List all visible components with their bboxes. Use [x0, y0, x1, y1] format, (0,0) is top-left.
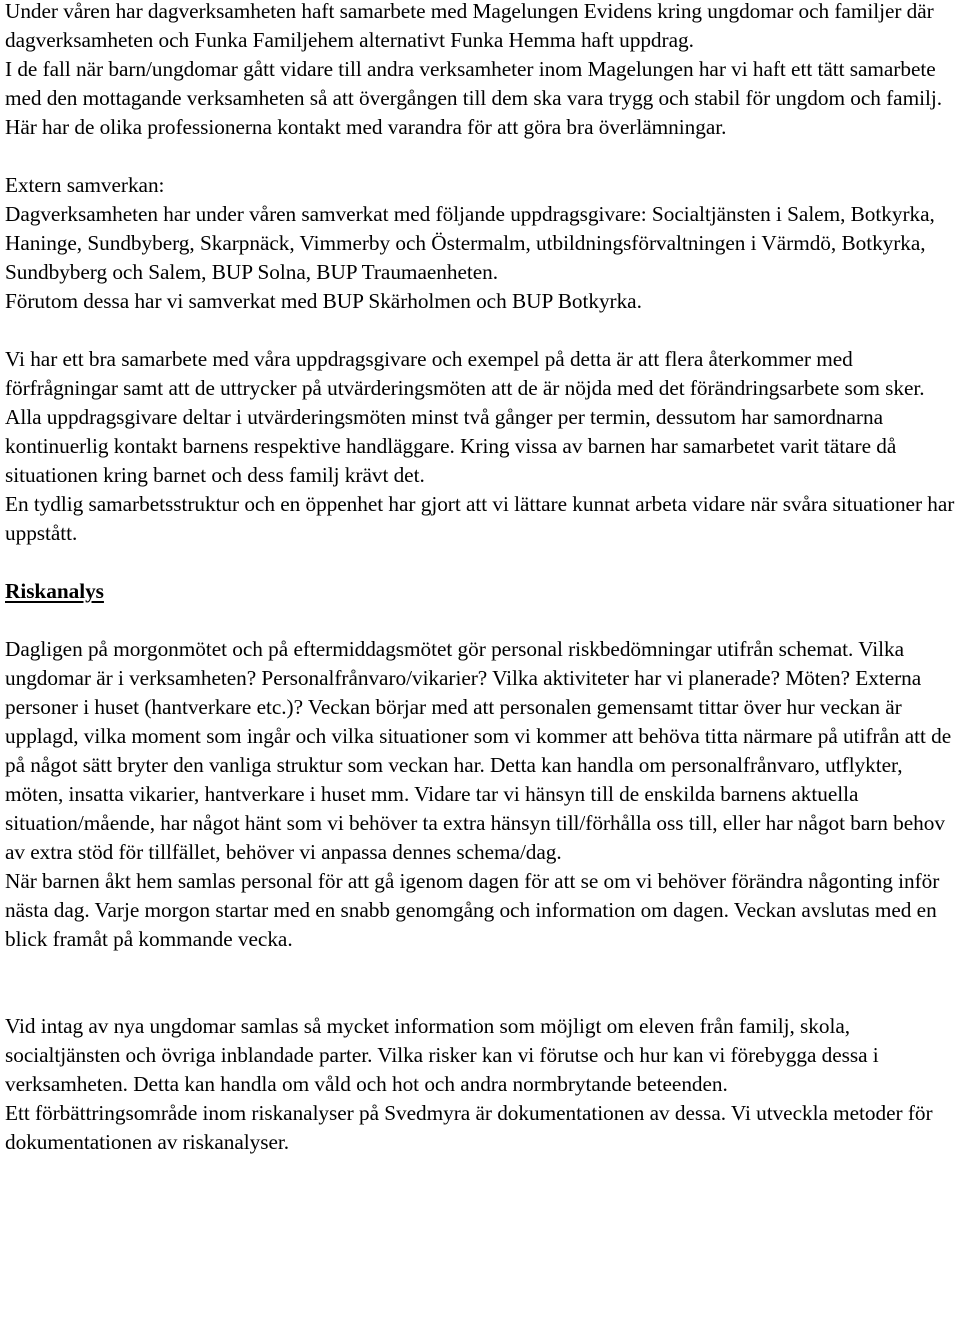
spacer — [5, 954, 957, 1012]
structure-paragraph: En tydlig samarbetsstruktur och en öppenhet har gjort att vi lättare kunnat arbeta vidare när svåra situationer har uppstått. — [5, 492, 955, 545]
spacer — [5, 142, 957, 171]
risk-afternoon-paragraph: När barnen åkt hem samlas personal för att gå igenom dagen för att se om vi behöver förändra någonting inför nästa dag. Varje morgon startar med en snabb genomgång och information om dagen. Veckan avslutas med en blick framåt på kommande vecka. — [5, 869, 940, 951]
document-page — [5, 0, 957, 1157]
risk-daily-paragraph: Dagligen på morgonmötet och på eftermiddagsmötet gör personal riskbedömningar utifrån schemat. Vilka ungdomar är i verksamheten? Personalfrånvaro/vikarier? Vilka aktiviteter har vi planerade? Möten? Externa personer i huset (hantverkare etc.)? Veckan börjar med att personalen gemensamt tittar över hur veckan är upplagd, vilka moment som ingår och vilka situationer som vi kommer att behöva titta närmare på utifrån att de på något sätt bryter den vanliga struktur som veckan har. Detta kan handla om personalfrånvaro, utflykter, möten, insatta vikarier, hantverkare i huset mm. Vidare tar vi hänsyn till de enskilda barnens aktuella situation/mående, har något hänt som vi behöver ta extra hänsyn till/förhålla oss till, eller har något barn behov av extra stöd för tillfället, behöver vi anpassa dennes schema/dag. — [5, 637, 952, 864]
external-extra-paragraph: Förutom dessa har vi samverkat med BUP Skärholmen och BUP Botkyrka. — [5, 289, 642, 313]
transitions-paragraph: I de fall när barn/ungdomar gått vidare till andra verksamheter inom Magelungen har vi haft ett tätt samarbete med den mottagande verksamheten så att övergången till dem ska vara trygg och stabil för ungdom och familj. Här har de olika professionerna kontakt med varandra för att göra bra överlämningar. — [5, 57, 942, 139]
external-cooperation-label: Extern samverkan: — [5, 173, 165, 197]
cooperation-paragraph: Vi har ett bra samarbete med våra uppdragsgivare och exempel på detta är att flera återkommer med förfrågningar samt att de uttrycker på utvärderingsmöten att de är nöjda med det förändringsarbete som sker. Alla uppdragsgivare deltar i utvärderingsmöten minst två gånger per termin, dessutom har samordnarna kontinuerlig kontakt barnens respektive handläggare. Kring vissa av barnen har samarbetet varit tätare då situationen kring barnet och dess familj krävt det. — [5, 347, 925, 487]
improvement-paragraph: Ett förbättringsområde inom riskanalyser på Svedmyra är dokumentationen av dessa. Vi utveckla metoder för dokumentationen av riskanalyser. — [5, 1101, 933, 1154]
spacer — [5, 548, 957, 577]
spacer — [5, 606, 957, 635]
intake-paragraph: Vid intag av nya ungdomar samlas så mycket information som möjligt om eleven från familj, skola, socialtjänsten och övriga inblandade parter. Vilka risker kan vi förutse och hur kan vi förebygga dessa i verksamheten. Detta kan handla om våld och hot och andra normbrytande beteenden. — [5, 1014, 879, 1096]
external-clients-paragraph: Dagverksamheten har under våren samverkat med följande uppdragsgivare: Socialtjänsten i Salem, Botkyrka, Haninge, Sundbyberg, Skarpnäck, Vimmerby och Östermalm, utbildningsförvaltningen i Värmdö, Botkyrka, Sundbyberg och Salem, BUP Solna, BUP Traumaenheten. — [5, 202, 935, 284]
spacer — [5, 316, 957, 345]
risk-analysis-heading: Riskanalys — [5, 579, 104, 603]
collab-intro-paragraph: Under våren har dagverksamheten haft samarbete med Magelungen Evidens kring ungdomar och familjer där dagverksamheten och Funka Familjehem alternativt Funka Hemma haft uppdrag. — [5, 0, 934, 52]
